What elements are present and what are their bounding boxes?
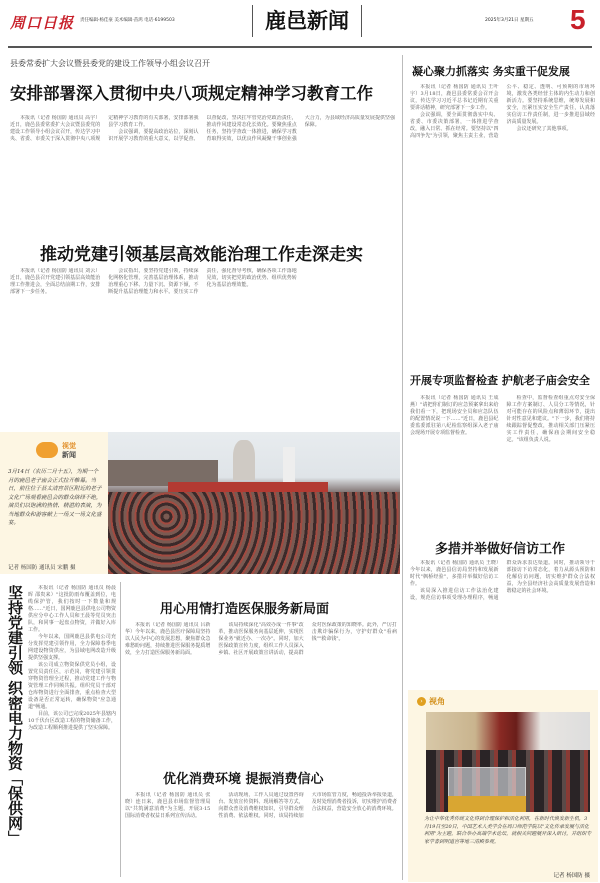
- badge-top: 视觉: [62, 441, 76, 450]
- viewpoint-caption: 为让中华优秀传统文化得到合理保护和活化利用，在新时代焕发新生机，3月19日至20日，中国艺术人类学会在周口师范学院以"文化传承发展与活化利用"为主题，联合举办高端学术论坛，就相关问题展开深入研讨，并组织专家学者到明道宫等地三清殿参观。: [424, 816, 592, 845]
- chevron-right-icon: ›: [417, 697, 426, 706]
- lead-body: [10, 115, 395, 215]
- paragraph: 本报讯（记者 杨国防 通讯员 王叶宇）3月18日，鹿邑县委常委会召开会议，传达学习习近平总书记近期有关重要讲话精神，研究部署下一步工作。: [410, 84, 499, 111]
- story2-headline: 推动党建引领基层高效能治理工作走深走实: [40, 245, 363, 265]
- temple-fair-photo: [108, 432, 400, 574]
- issue-date: 2025年3月21日 星期五: [485, 18, 534, 23]
- forum-photo: [426, 712, 590, 812]
- paragraph: 本报讯（记者 杨国防 通讯员 张晓）连日来，鹿邑县市场监督管理局以"共筑满意消费"为主题，开展3·15国际消费者权益日系列宣传活动。: [125, 792, 211, 819]
- paragraph: 会议还研究了其他事项。: [516, 126, 572, 132]
- viewpoint-box: [408, 690, 598, 882]
- paragraph: 活动现场，工作人员通过设置咨询台、发放宣传资料、现场解答等方式，向群众普及消费维权知识，引导群众理性消费、依法维权。同时，该局持续加大市场监管力度，畅通投诉举报渠道，及时处理消费者投诉，切实维护消费者合法权益，营造安全放心的消费环境。: [218, 792, 397, 819]
- paragraph: 本报讯（记者 杨国防 通讯员 杨晨晖 邵贵来）"这批防雨布覆盖到位，电缆保护管，我们按时一下数量和规格……"近日，国网鹿邑县供电公司物资供应分中心工作人员和王晨等党员突击队，和同事一起盘点物资，并做好入库工作。: [28, 585, 116, 633]
- paragraph: 本报讯（记者 杨国防 通讯员 王成燕）"请把你们制订的应急预案拿出来给我们看一下，把现场安全员和应急队伍的配置情况说一下……"近日，鹿邑县纪委监委派驻第八纪检监察组深入老子庙会现场开展专项监督检查。: [410, 395, 499, 436]
- masthead-rule: [8, 46, 592, 48]
- paragraph: 该公司成立物资保供党员小组，设置党员责任区，示范岗，将党建引领贯穿物资管理全过程，推动党建工作与物资管理工作同频共振。组织党员干部对仓库物资进行全面排查，重点检查大型设备是否正常运转，确保物资"应急通道"畅通。: [28, 662, 116, 710]
- story4-body: [125, 792, 397, 877]
- right3-body: [410, 560, 595, 685]
- paragraph: 会议指出，要坚持党建引领，持续深化网格化管理，完善基层治理体系，推动治理重心下移、力量下沉、资源下倾，不断提升基层治理能力和水平。要压实工作责任，强化督导考核，确保各项工作落地见效，切实把党的政治优势、组织优势转化为基层治理效能。: [108, 268, 297, 295]
- story2-body: [10, 268, 395, 426]
- camera-icon: [36, 442, 58, 458]
- story3-headline: 用心用情打造医保服务新局面: [160, 602, 330, 617]
- right1-headline: 凝心聚力抓落实 务实重干促发展: [412, 65, 570, 78]
- lead-kicker: 县委常委扩大会议暨县委党的建设工作领导小组会议召开: [10, 59, 210, 68]
- right2-body: [410, 395, 595, 525]
- page-number: 5: [570, 4, 586, 35]
- story4-headline: 优化消费环境 提振消费信心: [163, 772, 324, 787]
- column-divider: [120, 582, 121, 877]
- paragraph: 本报讯（记者 杨国防 通讯员 高宇）近日，鹿邑县委常委扩大会议暨县委党的建设工作领导小组会议召开，传达学习中央、省委、市委关于深入贯彻中央八项规定精神学习教育的有关部署，安排部署我县学习教育工作。: [10, 115, 199, 142]
- newspaper-logo: 周口日报: [10, 14, 75, 32]
- story3-body: [125, 622, 397, 752]
- section-title: 鹿邑新闻: [252, 5, 362, 37]
- paragraph: 会议强调，要提高政治站位，深刻认识开展学习教育的重大意义，以学促查、以查促改，坚决扛牢管党治党政治责任，推动作风建设常态化长效化。要聚焦重点任务，坚持学查改一体推进，确保学习教育取得实效，以优良作风凝聚干事创业强大合力，为县域经济高质量发展提供坚强保障。: [108, 115, 395, 142]
- right2-headline: 开展专项监督检查 护航老子庙会安全: [410, 374, 590, 387]
- paragraph: 本报讯（记者 杨国防 通讯员 吕新华）今年以来，鹿邑县医疗保障局坚持以人民为中心的发展思想，聚焦群众急难愁盼问题，持续推进医保服务提质增效，全力打造医保服务新局面。: [125, 622, 211, 656]
- paragraph: 该局深入推进信访工作法治化建设，规范信访事项受理办理程序，畅通群众诉求表达渠道。同时，推动领导干部接访下访常态化，着力从源头预防和化解信访问题，切实维护群众合法权益，为全县经济社会高质量发展营造和谐稳定的社会环境。: [410, 560, 595, 601]
- vertical-headline: 坚持党建引领 织密电力物资「保供网」: [6, 585, 24, 846]
- paragraph: 该局持续深化"高效办成一件事"改革，推动医保服务向基层延伸，实现医保业务"就近办、一次办"。同时，加大医保政策宣传力度，组织工作人员深入乡镇、社区开展政策宣讲活动，提高群众对医保政策的知晓率。此外，严厉打击欺诈骗保行为，守护好群众"看病钱""救命钱"。: [218, 622, 397, 656]
- photo-caption-panel: [0, 432, 108, 574]
- lead-headline: 安排部署深入贯彻中央八项规定精神学习教育工作: [10, 84, 373, 103]
- viewpoint-credit: 记者 杨国防 摄: [553, 873, 590, 879]
- vertical-story-body: [28, 585, 116, 875]
- photo-credit: 记者 杨国防 通讯员 宋鹏 摄: [8, 565, 76, 571]
- badge-bottom: 新闻: [62, 450, 76, 459]
- paragraph: 目前，该公司已完成2025年县辖内10千伏台区改造工程的物资储备工作，为改造工程顺利推进提供了坚实保障。: [28, 711, 116, 731]
- paragraph: 本报讯（记者 杨国防 通讯员 王晓）今年以来，鹿邑县信访局坚持和发展新时代"枫桥经验"，多措并举做好信访工作。: [410, 560, 499, 587]
- viewpoint-label: 视角: [429, 696, 445, 706]
- paragraph: 今年以来，国网鹿邑县供电公司充分发挥党建引领作用，全力保障春季电网建设物资供应，为县域电网改造升级提供坚强支撑。: [28, 634, 116, 661]
- column-divider: [402, 55, 403, 880]
- photo-caption: 3月14日（农历二月十五），为期一个月的鹿邑老子庙会正式拉开帷幕。当日，前往位于县太清宫景区附近的老子文化广场观看鹿邑会的群众络绎不绝，演员们以饱满的热情、精湛的表演，为当地群众和游客献上一场又一场文化盛宴。: [8, 469, 102, 526]
- right3-headline: 多措并举做好信访工作: [435, 542, 566, 557]
- editor-credits: 责任编辑·杨佳豪 美术编辑·苗鸿 电话·6199503: [80, 18, 175, 23]
- right1-body: [410, 84, 595, 359]
- paragraph: 会议强调，要全面贯彻落实中央、省委、市委决策部署，一体推进学查改，融入日常、抓在经常。要坚持以"四高四争先"为引领，聚焦主责主业，营造公平、稳定、透明、可预期的市场环境，激发各类经营主体的内生动力和创新活力。要坚持系统思维，统筹发展和安全，压紧压实安全生产责任，认真落实信访工作责任制，进一步推进县域经济高质量发展。: [410, 84, 595, 139]
- paragraph: 本报讯（记者 杨国防 通讯员 刘云）近日，鹿邑县召开党建引领基层高效能治理工作推进会，全面总结前期工作，安排部署下一步任务。: [10, 268, 101, 295]
- paragraph: 检查中，监督检查组重点对安全保障工作方案制订、人员分工等情况，针对可能存在的风险点和薄弱环节，提出针对性意见和建议。"下一步，我们将持续跟踪督促整改，推动相关部门压紧压实工作责任，确保庙会期间安全稳定。"该组负责人说。: [506, 395, 595, 443]
